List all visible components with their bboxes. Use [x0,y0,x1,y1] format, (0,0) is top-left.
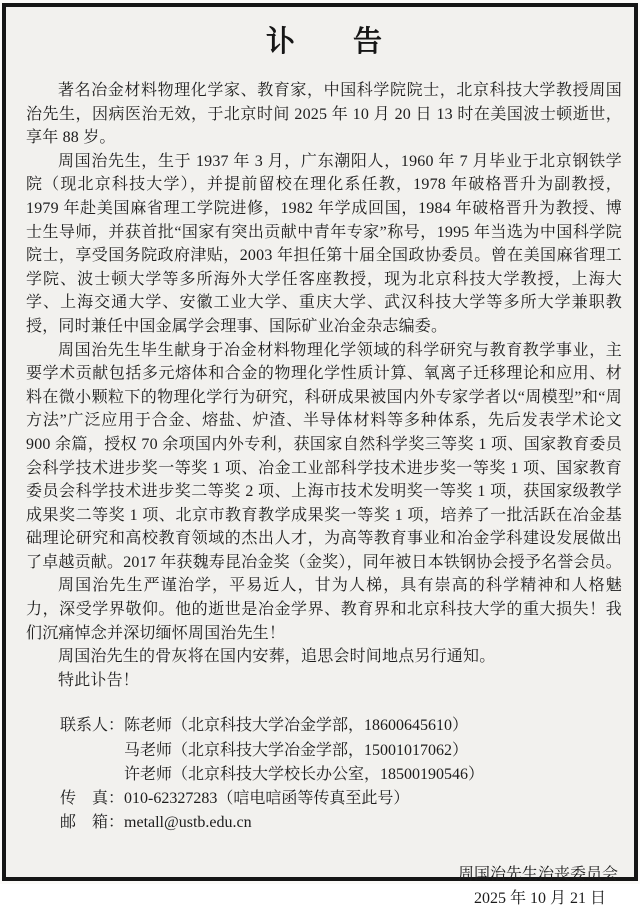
signature-date: 2025 年 10 月 21 日 [473,889,606,907]
contact-row-email [60,811,622,835]
paragraph-closing: 特此讣告！ [58,671,140,689]
contact-value: 马老师（北京科技大学冶金学部，15001017062） [124,741,469,759]
contact-value: metall@ustb.edu.cn [124,814,252,832]
page-border-frame [2,3,638,907]
contact-label: 邮 箱： [60,814,125,832]
contact-label: 传 真： [60,790,125,808]
contact-value: 010-62327283（唁电唁函等传真至此号） [124,790,410,808]
paragraph-death-announcement: 著名冶金材料物理化学家、教育家，中国科学院院士，北京科技大学教授周国治先生，因病医治无效，于北京时间 2025 年 10 月 20 日 13 时在美国波士顿逝世，享年 88 岁。 [26,82,622,147]
contact-row-xu [60,763,622,787]
contact-row-fax [60,787,622,811]
contact-block [26,714,622,835]
signature-block [26,863,622,910]
contact-value: 陈老师（北京科技大学冶金学部，18600645610） [124,717,469,735]
contact-label [60,742,124,759]
paragraph-tribute: 周国治先生严谨治学，平易近人，甘为人梯，具有崇高的科学精神和人格魅力，深受学界敬仰。他的逝世是冶金学界、教育界和北京科技大学的重大损失！我们沉痛悼念并深切缅怀周国治先生！ [26,577,622,642]
paragraph-biography: 周国治先生，生于 1937 年 3 月，广东潮阳人，1960 年 7 月毕业于北京钢铁学院（现北京科技大学），并提前留校在理化系任教，1978 年破格晋升为副教授，1979 年赴美国麻省理工学院进修，1982 年学成回国，1984 年破格晋升为教授、博士生导师，并获首批“国家有突出贡献中青年专家”称号，1995 年当选为中国科学院院士，享受国务院政府津贴，2003 年担任第十届全国政协委员。曾在美国麻省理工学院、波士顿大学等多所海外大学任客座教授，现为北京科技大学教授，上海大学、上海交通大学、安徽工业大学、重庆大学、武汉科技大学等多所大学兼职教授，同时兼任中国金属学会理事、国际矿业冶金杂志编委。 [26,152,622,335]
signature-committee: 周国治先生治丧委员会 [457,866,618,884]
paragraph-achievements: 周国治先生毕生献身于冶金材料物理化学领域的科学研究与教育教学事业，主要学术贡献包括多元熔体和合金的物理化学性质计算、氧离子迁移理论和应用、材料在微小颗粒下的物理化学行为研究，科研成果被国内外专家学者以“周模型”和“周方法”广泛应用于合金、熔盐、炉渣、半导体材料等多种体系，先后发表学术论文 900 余篇，授权 70 余项国内外专利，获国家自然科学奖三等奖 1 项、国家教育委员会科学技术进步奖一等奖 1 项、冶金工业部科学技术进步奖一等奖 1 项、国家教育委员会科学技术进步奖二等奖 2 项、上海市技术发明奖一等奖 1 项，获国家级教学成果奖二等奖 1 项、北京市教育教学成果奖一等奖 1 项，培养了一批活跃在冶金基础理论研究和高校教育领域的杰出人才，为高等教育事业和冶金学科建设发展做出了卓越贡献。2017 年获魏寿昆冶金奖（金奖），同年被日本铁钢协会授予名誉会员。 [26,341,623,571]
page-title: 讣 告 [265,26,382,58]
contact-label [60,766,124,783]
contact-row-chen [60,714,622,738]
contact-label: 联系人： [60,717,125,735]
paragraph-funeral-arrangements: 周国治先生的骨灰将在国内安葬，追思会时间地点另行通知。 [58,648,496,666]
contact-row-ma [60,739,622,763]
contact-value: 许老师（北京科技大学校长办公室，18500190546） [124,765,485,783]
obituary-body [26,79,622,692]
